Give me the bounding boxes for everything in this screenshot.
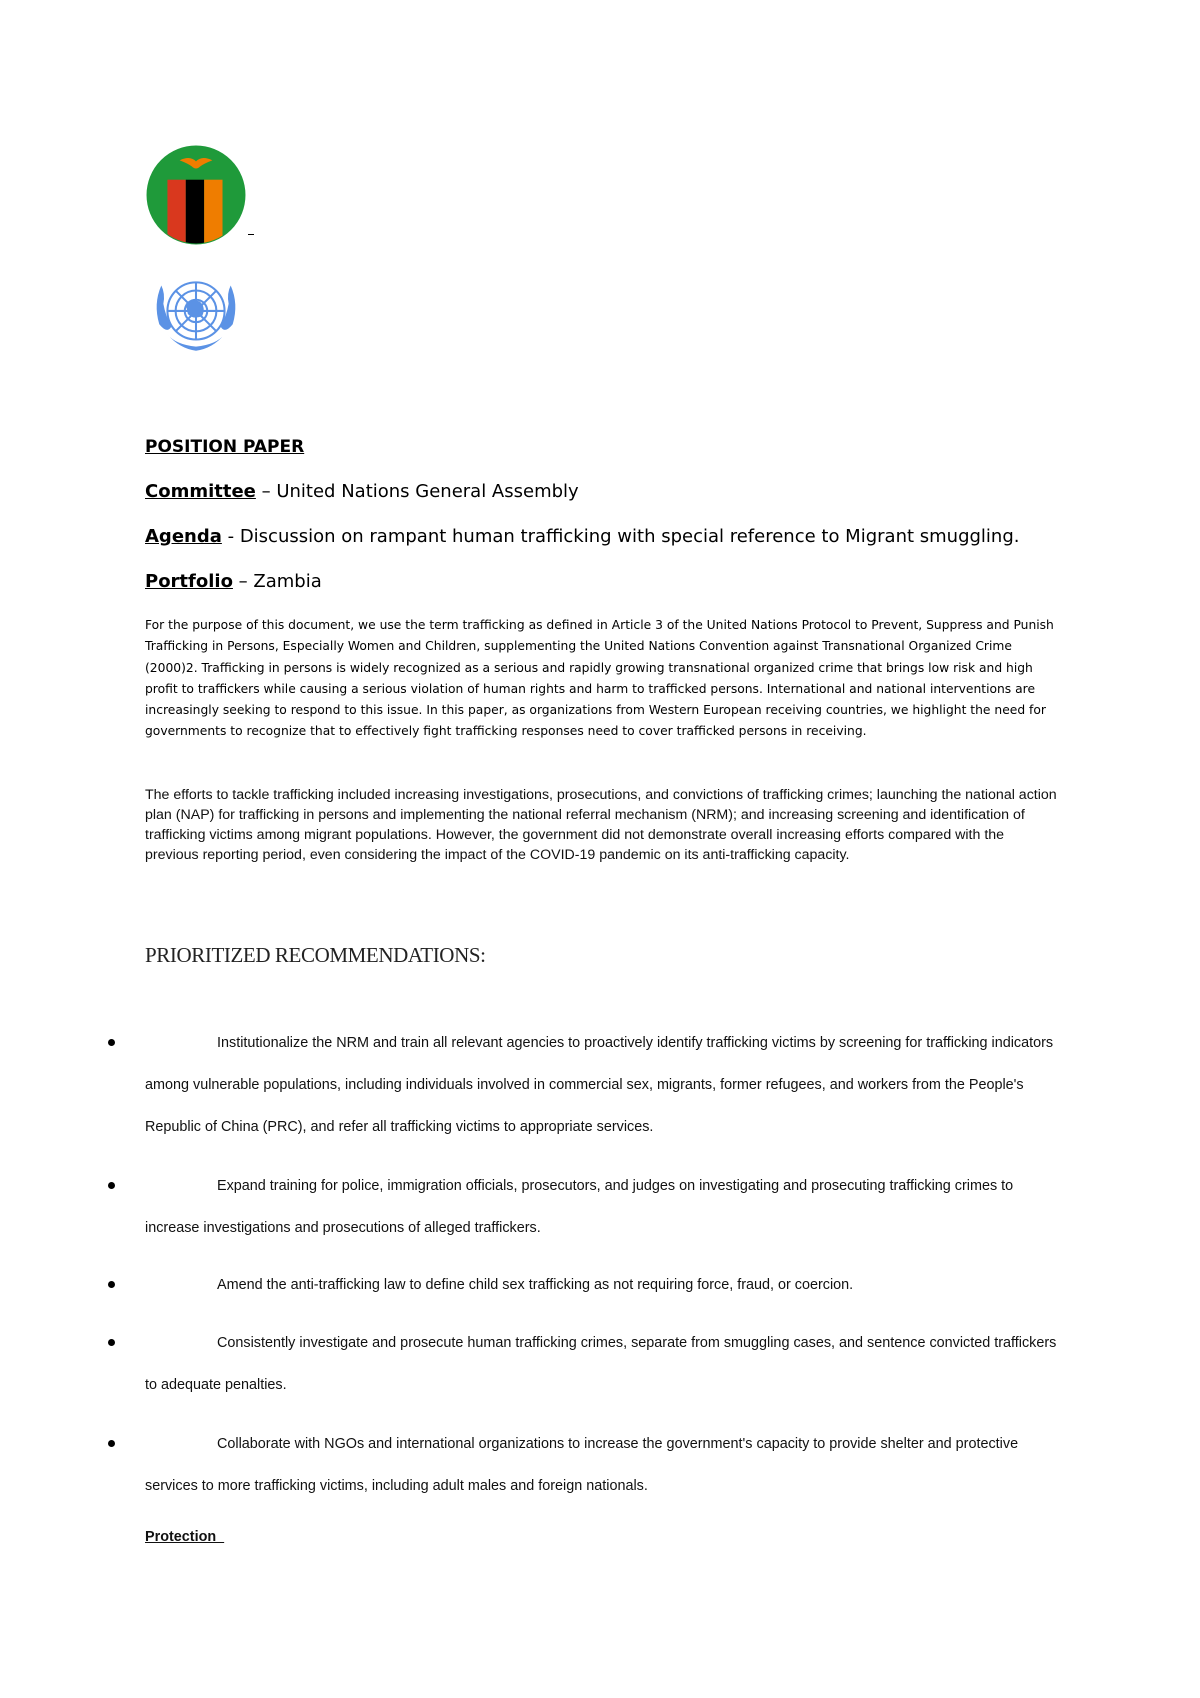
recommendation-text: Amend the anti-trafficking law to define child sex trafficking as not requiring force, fraud, or coercion.	[217, 1277, 854, 1293]
intro-paragraph: For the purpose of this document, we use the term trafficking as defined in Article 3 of the United Nations Protocol to Prevent, Suppress and Punish Trafficking in Persons, Especially Women and Children, supplementing the United Nations Convention against Transnational Organized Crime (2000)2. Trafficking in persons is widely recognized as a serious and rapidly growing transnational organized crime that brings low risk and high profit to traffickers while causing a serious violation of human rights and harm to trafficked persons. International and national interventions are increasingly seeking to respond to this issue. In this paper, as organizations from Western European receiving countries, we highlight the need for governments to recognize that to effectively fight trafficking responses need to cover trafficked persons in receiving.	[145, 618, 1054, 739]
trailing-underscore	[248, 234, 254, 235]
agenda-label: Agenda	[145, 526, 222, 547]
committee-label: Committee	[145, 481, 256, 502]
bullet-icon	[108, 1281, 115, 1288]
recommendation-item	[145, 1264, 1065, 1306]
committee-value: – United Nations General Assembly	[255, 481, 579, 502]
recommendation-item	[145, 1165, 1065, 1249]
bullet-icon	[108, 1182, 115, 1189]
bullet-icon	[108, 1440, 115, 1447]
zambia-flag-emblem-icon	[145, 144, 247, 246]
recommendation-text: Institutionalize the NRM and train all relevant agencies to proactively identify trafficking victims by screening for trafficking indicators among vulnerable populations, including individuals involved in commercial sex, migrants, former refugees, and workers from the People's Republic of China (PRC), and refer all trafficking victims to appropriate services.	[145, 1035, 1054, 1135]
recommendation-text: Expand training for police, immigration officials, prosecutors, and judges on investigating and prosecuting trafficking crimes to increase investigations and prosecutions of alleged traffickers.	[145, 1178, 1014, 1236]
agenda-line	[145, 526, 1020, 547]
page-title: POSITION PAPER	[145, 437, 305, 457]
united-nations-emblem-icon	[145, 263, 247, 365]
recommendation-item	[145, 1423, 1065, 1507]
bullet-icon	[108, 1039, 115, 1046]
portfolio-line	[145, 571, 322, 592]
protection-heading: Protection	[145, 1529, 225, 1545]
recommendation-text: Consistently investigate and prosecute human trafficking crimes, separate from smuggling cases, and sentence convicted traffickers to adequate penalties.	[145, 1335, 1057, 1393]
portfolio-value: – Zambia	[232, 571, 322, 592]
committee-line	[145, 481, 579, 502]
recommendation-text: Collaborate with NGOs and international organizations to increase the government's capacity to provide shelter and protective services to more trafficking victims, including adult males and foreign nationals.	[145, 1436, 1019, 1494]
agenda-value: - Discussion on rampant human trafficking with special reference to Migrant smuggling.	[221, 526, 1020, 547]
efforts-paragraph: The efforts to tackle trafficking included increasing investigations, prosecutions, and convictions of trafficking crimes; launching the national action plan (NAP) for trafficking in persons and implementing the national referral mechanism (NRM); and increasing screening and identification of trafficking victims among migrant populations. However, the government did not demonstrate overall increasing efforts compared with the previous reporting period, even considering the impact of the COVID-19 pandemic on its anti-trafficking capacity.	[145, 787, 1057, 863]
recommendations-heading: PRIORITIZED RECOMMENDATIONS:	[145, 943, 486, 967]
recommendation-item	[145, 1022, 1065, 1148]
bullet-icon	[108, 1339, 115, 1346]
portfolio-label: Portfolio	[145, 571, 233, 592]
recommendation-item	[145, 1322, 1065, 1406]
